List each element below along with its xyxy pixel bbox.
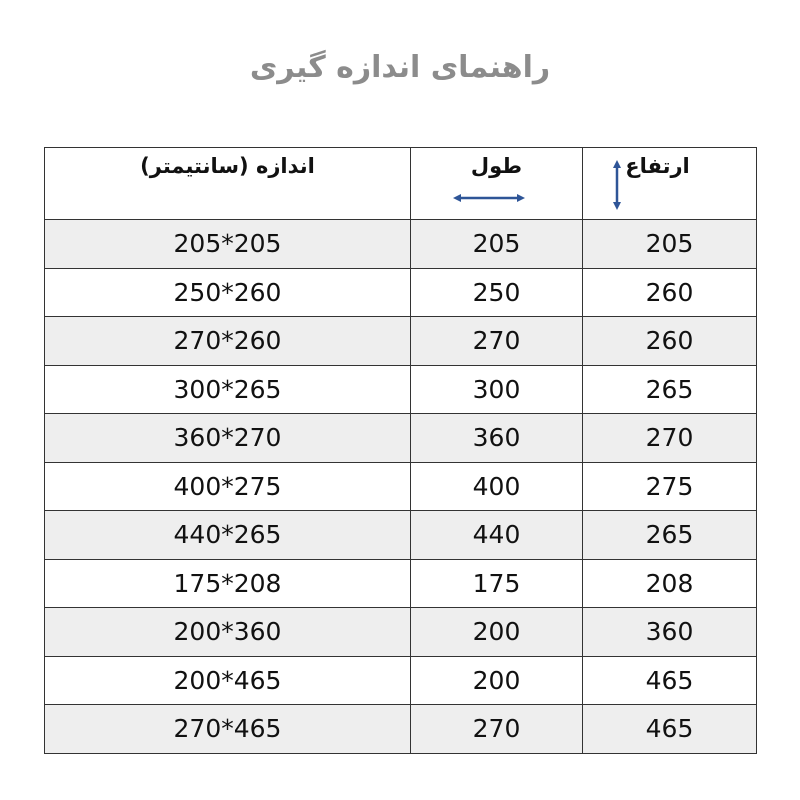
horizontal-double-arrow-icon (453, 194, 525, 202)
size-header-label: اندازه (سانتیمتر) (140, 154, 315, 178)
length-cell: 270 (411, 705, 583, 754)
table-row (45, 462, 757, 511)
table-row (45, 365, 757, 414)
length-cell: 270 (411, 317, 583, 366)
size-cell: 300*265 (45, 365, 411, 414)
table-row (45, 705, 757, 754)
height-cell: 205 (583, 220, 757, 269)
height-cell: 275 (583, 462, 757, 511)
table-row (45, 656, 757, 705)
length-cell: 360 (411, 414, 583, 463)
vertical-double-arrow-icon (612, 160, 622, 210)
size-cell: 440*265 (45, 511, 411, 560)
height-header-label: ارتفاع (625, 154, 690, 178)
height-cell: 208 (583, 559, 757, 608)
table-row (45, 414, 757, 463)
size-column-header (45, 148, 411, 220)
height-cell: 465 (583, 705, 757, 754)
length-cell: 205 (411, 220, 583, 269)
height-cell: 260 (583, 268, 757, 317)
size-cell: 200*360 (45, 608, 411, 657)
height-cell: 260 (583, 317, 757, 366)
height-cell: 465 (583, 656, 757, 705)
length-cell: 440 (411, 511, 583, 560)
length-column-header (411, 148, 583, 220)
size-cell: 270*260 (45, 317, 411, 366)
height-cell: 265 (583, 511, 757, 560)
table-row (45, 220, 757, 269)
size-cell: 360*270 (45, 414, 411, 463)
size-table (44, 147, 757, 754)
table-row (45, 268, 757, 317)
table-row (45, 317, 757, 366)
length-header-label: طول (470, 154, 523, 178)
length-cell: 175 (411, 559, 583, 608)
length-cell: 300 (411, 365, 583, 414)
table-row (45, 559, 757, 608)
height-cell: 270 (583, 414, 757, 463)
page-title: راهنمای اندازه گیری (249, 50, 551, 85)
table-row (45, 511, 757, 560)
size-cell: 200*465 (45, 656, 411, 705)
length-cell: 400 (411, 462, 583, 511)
size-cell: 270*465 (45, 705, 411, 754)
size-cell: 250*260 (45, 268, 411, 317)
length-cell: 250 (411, 268, 583, 317)
height-cell: 360 (583, 608, 757, 657)
length-cell: 200 (411, 656, 583, 705)
length-cell: 200 (411, 608, 583, 657)
table-row (45, 608, 757, 657)
height-column-header (583, 148, 757, 220)
size-cell: 205*205 (45, 220, 411, 269)
size-cell: 175*208 (45, 559, 411, 608)
height-cell: 265 (583, 365, 757, 414)
table-header-row (45, 148, 757, 220)
size-cell: 400*275 (45, 462, 411, 511)
